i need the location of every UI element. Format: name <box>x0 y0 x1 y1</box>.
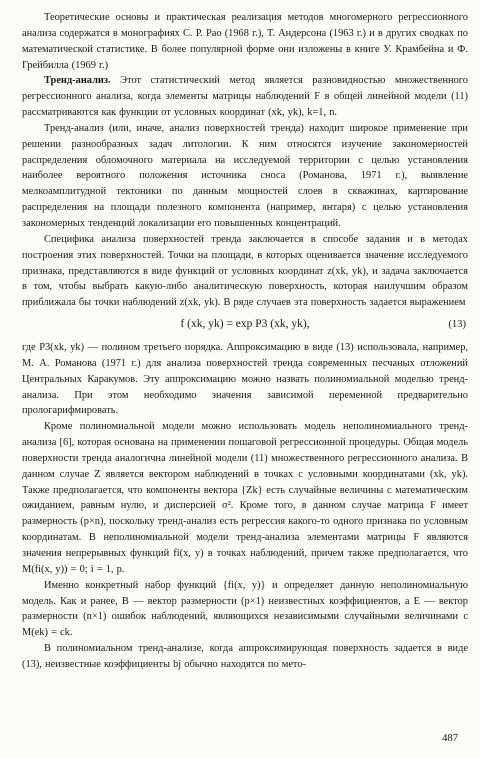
page-number: 487 <box>442 733 458 744</box>
paragraph-applications: Тренд-анализ (или, иначе, анализ поверхностей тренда) находит широкое применение при решении разнообразных задач литологии. К ним относятся изучение закономерностей распределения обломочного материала на исследуемой территории с целью установления наиболее вероятного положения источника сноса (Романова, 1971 г.), выявление мелкоамплитудной тектоники по данным мощностей слоев в скважинах, картирование распределения на площади полезного компонента (например, янтаря) с целью установления закономерных тенденций локализации его повышенных концентраций. <box>22 122 468 229</box>
paragraph-function-set: Именно конкретный набор функций {fi(x, y)} и определяет данную неполиномиальную модель. Как и ранее, B — вектор размерности (p×1) неизвестных коэффициентов, а E — вектор размерности (n×1) ошибок наблюдений, являющихся независимыми случайными величинами с M(ek) = ck. <box>22 579 468 639</box>
paragraph-trend-definition <box>22 73 468 121</box>
paragraph-polynomial: где P3(xk, yk) — полином третьего порядка. Аппроксимацию в виде (13) использовала, например, М. А. Романова (1971 г.) для анализа поверхностей тренда современных песчаных отложений Центральных Каракумов. Эту аппроксимацию можно назвать полиномиальной моделью тренд-анализа. При этом необходимо значения зависимой переменной предварительно прологарифмировать. <box>22 342 468 417</box>
paragraph-coefficients: В полиномиальном тренд-анализе, когда аппроксимирующая поверхность задается в виде (13), неизвестные коэффициенты bj обычно находятся по мето- <box>22 643 468 670</box>
body-text <box>22 10 468 673</box>
trend-definition-text: Этот статистический метод является разновидностью множественного регрессионного анализа, когда элементы матрицы наблюдений F в общей линейной модели (11) рассматриваются как функции от условных координат (xk, yk), k=1, n. <box>22 75 468 119</box>
section-heading-trend-analysis: Тренд-анализ. <box>44 75 111 87</box>
equation-13 <box>22 313 468 340</box>
equation-number: (13) <box>448 319 466 331</box>
paragraph-nonpolynomial: Кроме полиномиальной модели можно использовать модель неполиномиального тренд-анализа [6], которая основана на применении пошаговой регрессионной процедуры. Общая модель поверхности тренда аналогична линейной модели (11) множественного регрессионного анализа. В данном случае Z является вектором наблюдений в точках с условными координатами (xk, yk). Также предполагается, что компоненты вектора {Zk} есть случайные величины с математическим ожиданием, равным нулю, и дисперсией σ². Кроме того, в данном случае матрица F имеет размерность (p×n), поскольку тренд-анализ есть регрессия какого-то одного признака по условным координатам. В неполиномиальной модели тренд-анализа элементами матрицы F являются значения непрерывных функций fi(x, y) в точках наблюдений, причем также предполагается, что M(fi(x, y)) = 0; i = 1, p. <box>22 421 468 575</box>
paragraph-intro: Теоретические основы и практическая реализация методов многомерного регрессионного анализа содержатся в монографиях С. Р. Рао (1968 г.), Т. Андерсона (1963 г.) и в других сводках по математической статистике. В более популярной форме они изложены в книге У. Крамбейна и Ф. Грейбилла (1969 г.) <box>22 12 468 71</box>
paragraph-specifics: Специфика анализа поверхностей тренда заключается в способе задания и в методах построения этих поверхностей. Точки на площади, в которых оценивается значение исследуемого признака, представляются в виде функций от условных координат z(xk, yk), и задача заключается в том, чтобы выбрать какую-либо аналитическую поверхность, которая наилучшим образом приближала бы точки наблюдений z(xk, yk). В ряде случаев эта поверхность задается выражением <box>22 233 468 309</box>
formula-expression: f (xk, yk) = exp P3 (xk, yk), <box>180 318 310 331</box>
